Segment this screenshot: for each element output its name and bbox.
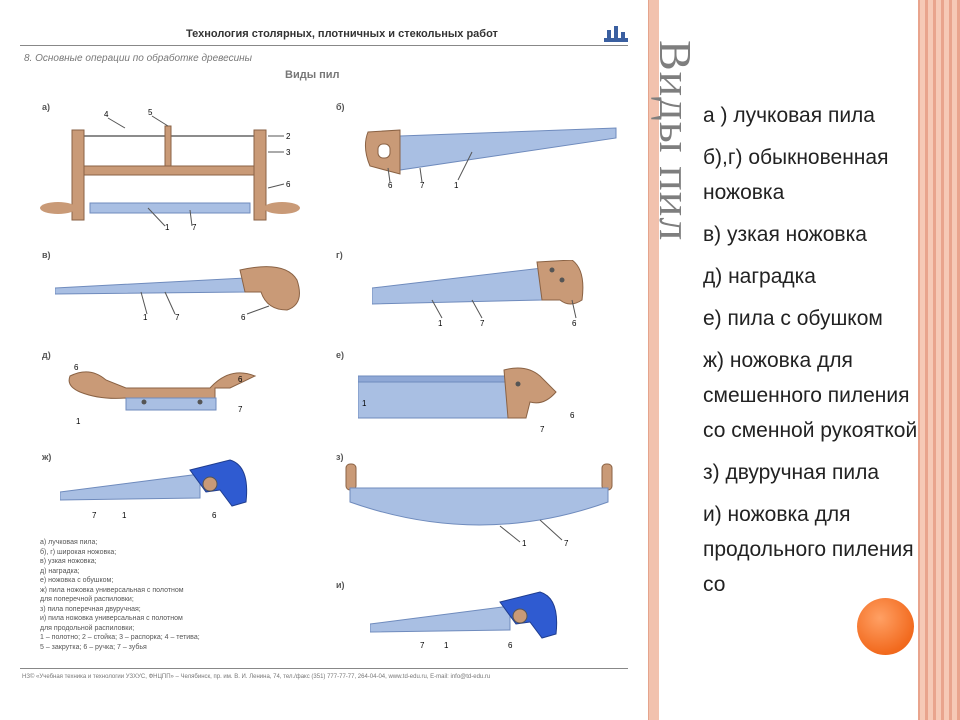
legend-line: и) пила ножовка универсальная с полотном xyxy=(40,615,183,622)
label-v: в) xyxy=(42,250,51,260)
legend-line: 1 – полотно; 2 – стойка; 3 – распорка; 4 – тетива; xyxy=(40,634,200,641)
logo-icon xyxy=(604,24,628,44)
wide-handsaw-g-illustration xyxy=(372,260,612,328)
poster-header: Технология столярных, плотничных и стекольных работ xyxy=(186,28,498,40)
legend-line: 5 – закрутка; 6 – ручка; 7 – зубья xyxy=(40,643,147,651)
label-i: и) xyxy=(336,580,345,590)
label-a: а) xyxy=(42,102,51,112)
universal-saw-crosscut-illustration xyxy=(60,456,260,526)
svg-text:1: 1 xyxy=(76,417,81,426)
legend-line: а) лучковая пила; xyxy=(40,539,98,546)
list-item: д) наградка xyxy=(703,265,816,288)
svg-text:6: 6 xyxy=(388,181,393,190)
legend-line: ж) пила ножовка универсальная с полотном xyxy=(40,586,184,594)
svg-text:7: 7 xyxy=(175,313,180,322)
svg-text:2: 2 xyxy=(286,132,291,141)
list-item: ж) ножовка для смешенного пиления со сменной рукояткой xyxy=(703,349,918,442)
right-stripes xyxy=(920,0,960,720)
svg-text:1: 1 xyxy=(444,641,449,650)
label-b: б) xyxy=(336,102,345,112)
wide-handsaw-b-illustration xyxy=(360,122,620,192)
universal-saw-rip-illustration xyxy=(370,588,570,653)
legend-line: в) узкая ножовка; xyxy=(40,558,97,565)
fret-saw-illustration xyxy=(60,358,270,430)
svg-text:1: 1 xyxy=(143,313,148,322)
backsaw-illustration xyxy=(358,362,588,434)
label-z: з) xyxy=(336,452,344,462)
legend-line: для поперечной распиловки; xyxy=(40,596,134,603)
legend-line: з) пила поперечная двуручная; xyxy=(40,605,141,613)
list-item: а ) лучковая пила xyxy=(703,104,875,127)
poster-section-title: 8. Основные операции по обработке древесины xyxy=(24,53,253,64)
svg-text:6: 6 xyxy=(570,411,575,420)
svg-text:6: 6 xyxy=(241,313,246,322)
svg-text:7: 7 xyxy=(420,641,425,650)
label-zh: ж) xyxy=(42,452,52,462)
header-rule xyxy=(20,45,628,46)
svg-text:7: 7 xyxy=(420,181,425,190)
bow-saw-illustration xyxy=(40,108,310,233)
svg-text:5: 5 xyxy=(148,108,153,117)
svg-text:6: 6 xyxy=(238,375,243,384)
orange-circle-decoration xyxy=(857,598,914,655)
svg-text:7: 7 xyxy=(192,223,197,232)
svg-text:1: 1 xyxy=(165,223,170,232)
svg-text:6: 6 xyxy=(572,319,577,328)
list-item: и) ножовка для продольного пиления со xyxy=(703,503,914,596)
label-g: г) xyxy=(336,250,343,260)
svg-text:1: 1 xyxy=(522,539,527,548)
label-e: е) xyxy=(336,350,345,360)
saw-types-list xyxy=(703,98,918,609)
poster-diagram-title: Виды пил xyxy=(285,69,340,81)
poster-legend xyxy=(40,538,340,652)
svg-text:7: 7 xyxy=(238,405,243,414)
svg-text:1: 1 xyxy=(438,319,443,328)
svg-text:1: 1 xyxy=(122,511,127,520)
svg-text:7: 7 xyxy=(92,511,97,520)
svg-text:7: 7 xyxy=(540,425,545,434)
two-man-saw-illustration xyxy=(340,462,620,552)
svg-text:1: 1 xyxy=(362,399,367,408)
legend-line: е) ножовка с обушком; xyxy=(40,577,114,584)
svg-text:4: 4 xyxy=(104,110,109,119)
svg-text:3: 3 xyxy=(286,148,291,157)
list-item: з) двуручная пила xyxy=(703,461,880,484)
svg-text:6: 6 xyxy=(74,363,79,372)
svg-text:6: 6 xyxy=(286,180,291,189)
legend-line: для продольной распиловки; xyxy=(40,624,135,632)
list-item: б),г) обыкновенная ножовка xyxy=(703,146,889,204)
footer-rule xyxy=(20,668,628,669)
list-item: в) узкая ножовка xyxy=(703,223,867,246)
legend-line: д) наградка; xyxy=(40,567,80,575)
slide-title: Виды пил xyxy=(650,40,701,242)
legend-line: б), г) широкая ножовка; xyxy=(40,548,117,556)
svg-text:1: 1 xyxy=(454,181,459,190)
narrow-handsaw-illustration xyxy=(55,262,305,324)
svg-text:6: 6 xyxy=(212,511,217,520)
poster-footer: НЗ© «Учебная техника и технологии УЗХУС, ФНЦПП» – Челябинск, пр. им. В. И. Ленина, 74, тел./факс (351) 777-77-77, 264-04-04, www.td-edu.ru, E-mail: info@td-edu.ru xyxy=(22,674,491,680)
svg-text:7: 7 xyxy=(564,539,569,548)
svg-text:7: 7 xyxy=(480,319,485,328)
svg-text:6: 6 xyxy=(508,641,513,650)
list-item: е) пила с обушком xyxy=(703,307,883,330)
label-d: д) xyxy=(42,350,51,360)
